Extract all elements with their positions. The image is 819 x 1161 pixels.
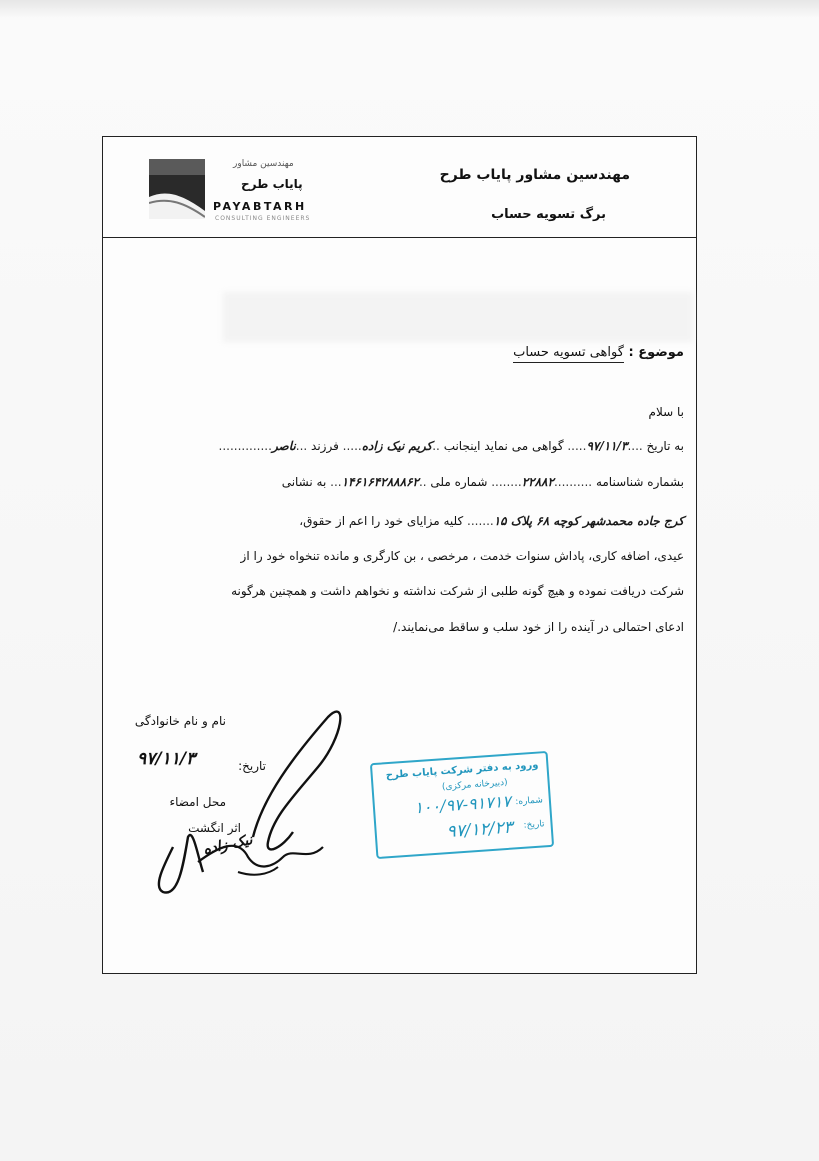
handwritten-father: ناصر: [271, 439, 296, 453]
company-logo: [149, 159, 349, 229]
body-line-6: ادعای احتمالی در آینده را از خود سلب و ساقط می‌نمایند./: [393, 620, 684, 634]
redacted-area: [223, 292, 693, 342]
stamp-subtitle: (دبیرخانه مرکزی): [441, 777, 508, 793]
body-line-5: شرکت دریافت نموده و هیچ گونه طلبی از شرکت نداشته و نخواهم داشت و همچنین هرگونه: [231, 584, 684, 598]
line1-text: گواهی می نماید اینجانب: [443, 439, 564, 453]
handwritten-address: کرج جاده محمدشهر کوچه ۶۸ پلاک ۱۵: [493, 514, 684, 528]
signature-date: ۹۷/۱۱/۳: [137, 749, 196, 769]
registry-stamp: [370, 751, 554, 859]
line1-prefix: به تاریخ: [646, 439, 684, 453]
company-name: مهندسین مشاور پایاب طرح: [439, 167, 630, 183]
logo-subtitle: CONSULTING ENGINEERS: [215, 215, 311, 222]
handwritten-signature-icon: [143, 697, 353, 897]
subject-value: گواهی تسویه حساب: [513, 345, 624, 363]
logo-en-name: PAYABTARH: [213, 200, 307, 213]
line2-text: شماره ملی: [430, 475, 488, 489]
settlement-form: [102, 136, 697, 974]
scan-edge: [0, 0, 819, 18]
stamp-date-label: تاریخ:: [523, 819, 545, 831]
payabtarh-logo-icon: [149, 159, 205, 219]
line2-suffix: به نشانی: [281, 475, 327, 489]
form-title: برگ تسویه حساب: [491, 207, 606, 222]
stamp-number-label: شماره:: [514, 795, 544, 808]
logo-fa-name: پایاب طرح: [241, 177, 303, 191]
handwritten-id-number: ۲۲۸۸۲: [521, 475, 554, 489]
stamp-title: ورود به دفتر شرکت پایاب طرح: [385, 759, 539, 782]
line1-child-label: فرزند: [311, 439, 339, 453]
stamp-date: ۹۷/۱۲/۲۳: [445, 817, 514, 843]
line3-text: کلیه مزایای خود را اعم از حقوق،: [299, 514, 464, 528]
date-label: تاریخ:: [238, 759, 266, 773]
subject-line: [513, 345, 684, 360]
handwritten-name: کریم نیک زاده: [361, 439, 433, 453]
sign-place-label: محل امضاء: [169, 795, 226, 809]
greeting: با سلام: [648, 405, 684, 419]
body-line-3: کرج جاده محمدشهر کوچه ۶۸ پلاک ۱۵....... کلیه مزایای خود را اعم از حقوق،: [299, 514, 684, 528]
body-line-4: عیدی، اضافه کاری، پاداش سنوات خدمت ، مرخصی ، بن کارگری و مانده تنخواه خود را از: [240, 549, 684, 563]
thumbprint-label: اثر انگشت: [188, 821, 241, 835]
form-header: [103, 137, 696, 238]
line2-prefix: بشماره شناسنامه: [595, 475, 684, 489]
body-line-2: بشماره شناسنامه ..........۲۲۸۸۲........ شماره ملی ..۱۴۶۱۶۴۲۸۸۸۶۲... به نشانی: [281, 475, 684, 489]
handwritten-date: ۹۷/۱۱/۳: [586, 439, 628, 453]
signature-handwritten-name: نیک زاده: [201, 832, 254, 858]
subject-label: موضوع :: [628, 345, 684, 360]
stamp-number: ۱۰۰/۹۷-۹۱۷۱۷: [413, 791, 512, 818]
name-label: نام و نام خانوادگی: [134, 714, 226, 728]
body-line-1: به تاریخ ....۹۷/۱۱/۳..... گواهی می نماید اینجانب ..کریم نیک زاده..... فرزند ...ناصر..............: [218, 439, 684, 453]
handwritten-national-id: ۱۴۶۱۶۴۲۸۸۸۶۲: [341, 475, 419, 489]
logo-fa-small: مهندسین مشاور: [233, 159, 294, 169]
